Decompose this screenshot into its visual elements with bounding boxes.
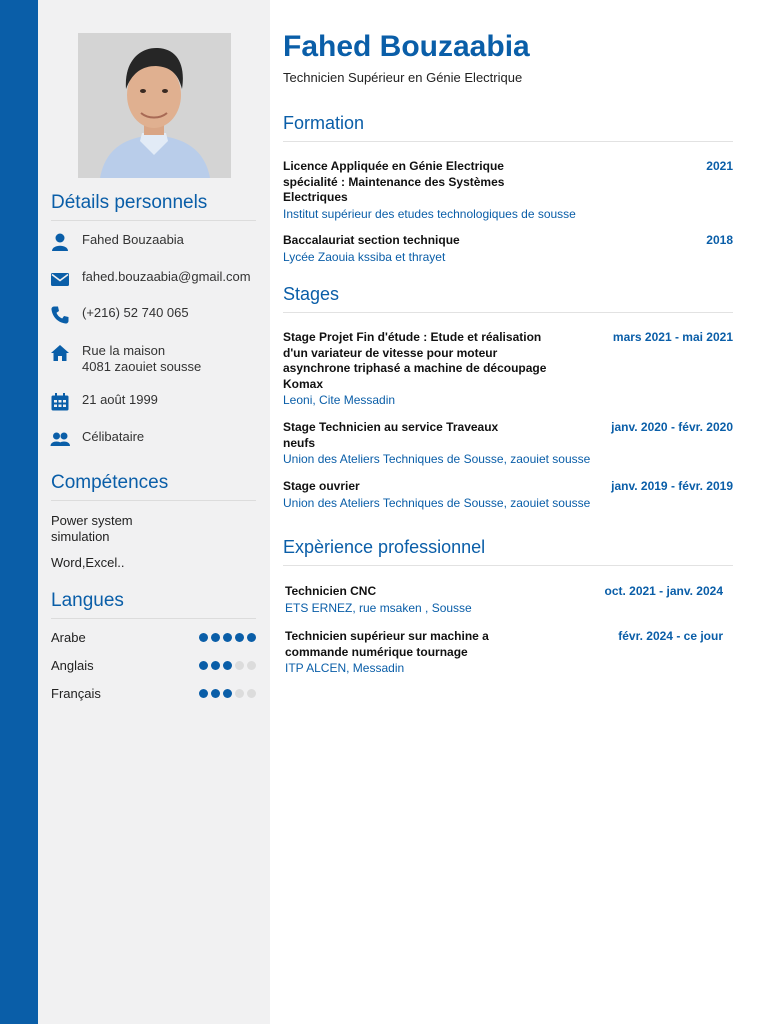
language-row: [51, 686, 256, 701]
personal-name: Fahed Bouzaabia: [82, 232, 184, 247]
level-dot-filled: [247, 633, 256, 642]
level-dot-filled: [199, 689, 208, 698]
entry-institution: Union des Ateliers Techniques de Sousse, zaouiet sousse: [283, 495, 591, 510]
personal-address-row: [50, 343, 201, 375]
personal-email[interactable]: fahed.bouzaabia@gmail.com: [82, 269, 251, 284]
calendar-icon: [50, 392, 70, 412]
level-dot-empty: [235, 689, 244, 698]
entry-title: Technicien CNC: [285, 584, 377, 598]
stage-entry: [283, 479, 733, 511]
languages-heading: Langues: [51, 590, 256, 619]
level-dot-filled: [211, 633, 220, 642]
envelope-icon: [50, 269, 70, 289]
job-title: Technicien Supérieur en Génie Electrique: [283, 70, 523, 85]
language-row: [51, 630, 256, 645]
home-icon: [50, 343, 70, 363]
entry-title: Licence Appliquée en Génie Electrique spécialité : Maintenance des Systèmes Electriques: [283, 159, 505, 204]
skill-item: Power system simulation: [51, 513, 133, 544]
entry-institution: Institut supérieur des etudes technologiques de sousse: [283, 206, 576, 221]
entry-date: 2021: [706, 159, 733, 173]
personal-status-row: [50, 429, 144, 449]
entry-institution: ITP ALCEN, Messadin: [285, 661, 405, 675]
personal-birthdate-row: [50, 392, 158, 412]
experience-entry: [285, 629, 723, 676]
entry-title: Stage Technicien au service Traveaux neufs: [283, 420, 499, 450]
level-dot-filled: [211, 661, 220, 670]
personal-email-row: [50, 269, 251, 289]
level-dot-filled: [235, 633, 244, 642]
entry-date: 2018: [706, 233, 733, 247]
level-dot-filled: [223, 633, 232, 642]
users-icon: [50, 429, 70, 449]
formation-entry: [283, 159, 733, 222]
phone-icon: [50, 305, 70, 325]
level-dot-filled: [223, 689, 232, 698]
profile-photo: [78, 33, 231, 178]
personal-address-line1: Rue la maison: [82, 343, 166, 358]
language-level-dots: [199, 689, 256, 698]
skill-item: Word,Excel..: [51, 555, 125, 570]
level-dot-filled: [199, 661, 208, 670]
sidebar: [38, 0, 270, 1024]
language-name: Anglais: [51, 658, 94, 673]
language-row: [51, 658, 256, 673]
formation-entry: [283, 233, 733, 265]
personal-phone: (+216) 52 740 065: [82, 305, 189, 320]
language-name: Arabe: [51, 630, 86, 645]
personal-details-heading: Détails personnels: [51, 192, 256, 221]
experience-heading: Expèrience professionnel: [283, 537, 733, 566]
skills-heading: Compétences: [51, 472, 256, 501]
entry-institution: Leoni, Cite Messadin: [283, 393, 396, 407]
level-dot-empty: [247, 661, 256, 670]
entry-date: janv. 2019 - févr. 2019: [611, 479, 733, 493]
entry-institution: Union des Ateliers Techniques de Sousse, zaouiet sousse: [283, 452, 591, 466]
level-dot-filled: [211, 689, 220, 698]
entry-title: Stage ouvrier: [283, 479, 360, 493]
level-dot-filled: [199, 633, 208, 642]
language-name: Français: [51, 686, 101, 701]
entry-date: janv. 2020 - févr. 2020: [611, 420, 733, 434]
stages-heading: Stages: [283, 284, 733, 313]
stage-entry: [283, 330, 733, 408]
page-title: Fahed Bouzaabia: [283, 30, 530, 63]
entry-date: oct. 2021 - janv. 2024: [604, 584, 723, 598]
user-icon: [50, 232, 70, 252]
entry-title: Stage Projet Fin d'étude : Etude et réalisation d'un variateur de vitesse pour moteur asynchrone triphasé a machine de découpage Komax: [283, 330, 547, 391]
language-level-dots: [199, 633, 256, 642]
entry-title: Technicien supérieur sur machine a commande numérique tournage: [285, 629, 489, 659]
personal-name-row: [50, 232, 184, 252]
entry-institution: ETS ERNEZ, rue msaken , Sousse: [285, 600, 472, 615]
language-level-dots: [199, 661, 256, 670]
level-dot-filled: [223, 661, 232, 670]
entry-date: mars 2021 - mai 2021: [612, 330, 733, 344]
entry-date: févr. 2024 - ce jour: [618, 629, 723, 643]
entry-institution: Lycée Zaouia kssiba et thrayet: [283, 249, 446, 264]
level-dot-empty: [247, 689, 256, 698]
level-dot-empty: [235, 661, 244, 670]
personal-birthdate: 21 août 1999: [82, 392, 158, 407]
entry-title: Baccalauriat section technique: [283, 233, 460, 247]
stage-entry: [283, 420, 733, 467]
personal-address-line2: 4081 zaouiet sousse: [82, 359, 202, 374]
personal-phone-row: [50, 305, 189, 325]
personal-status: Célibataire: [82, 429, 145, 444]
experience-entry: [285, 584, 723, 616]
accent-stripe: [0, 0, 38, 1024]
formation-heading: Formation: [283, 113, 733, 142]
